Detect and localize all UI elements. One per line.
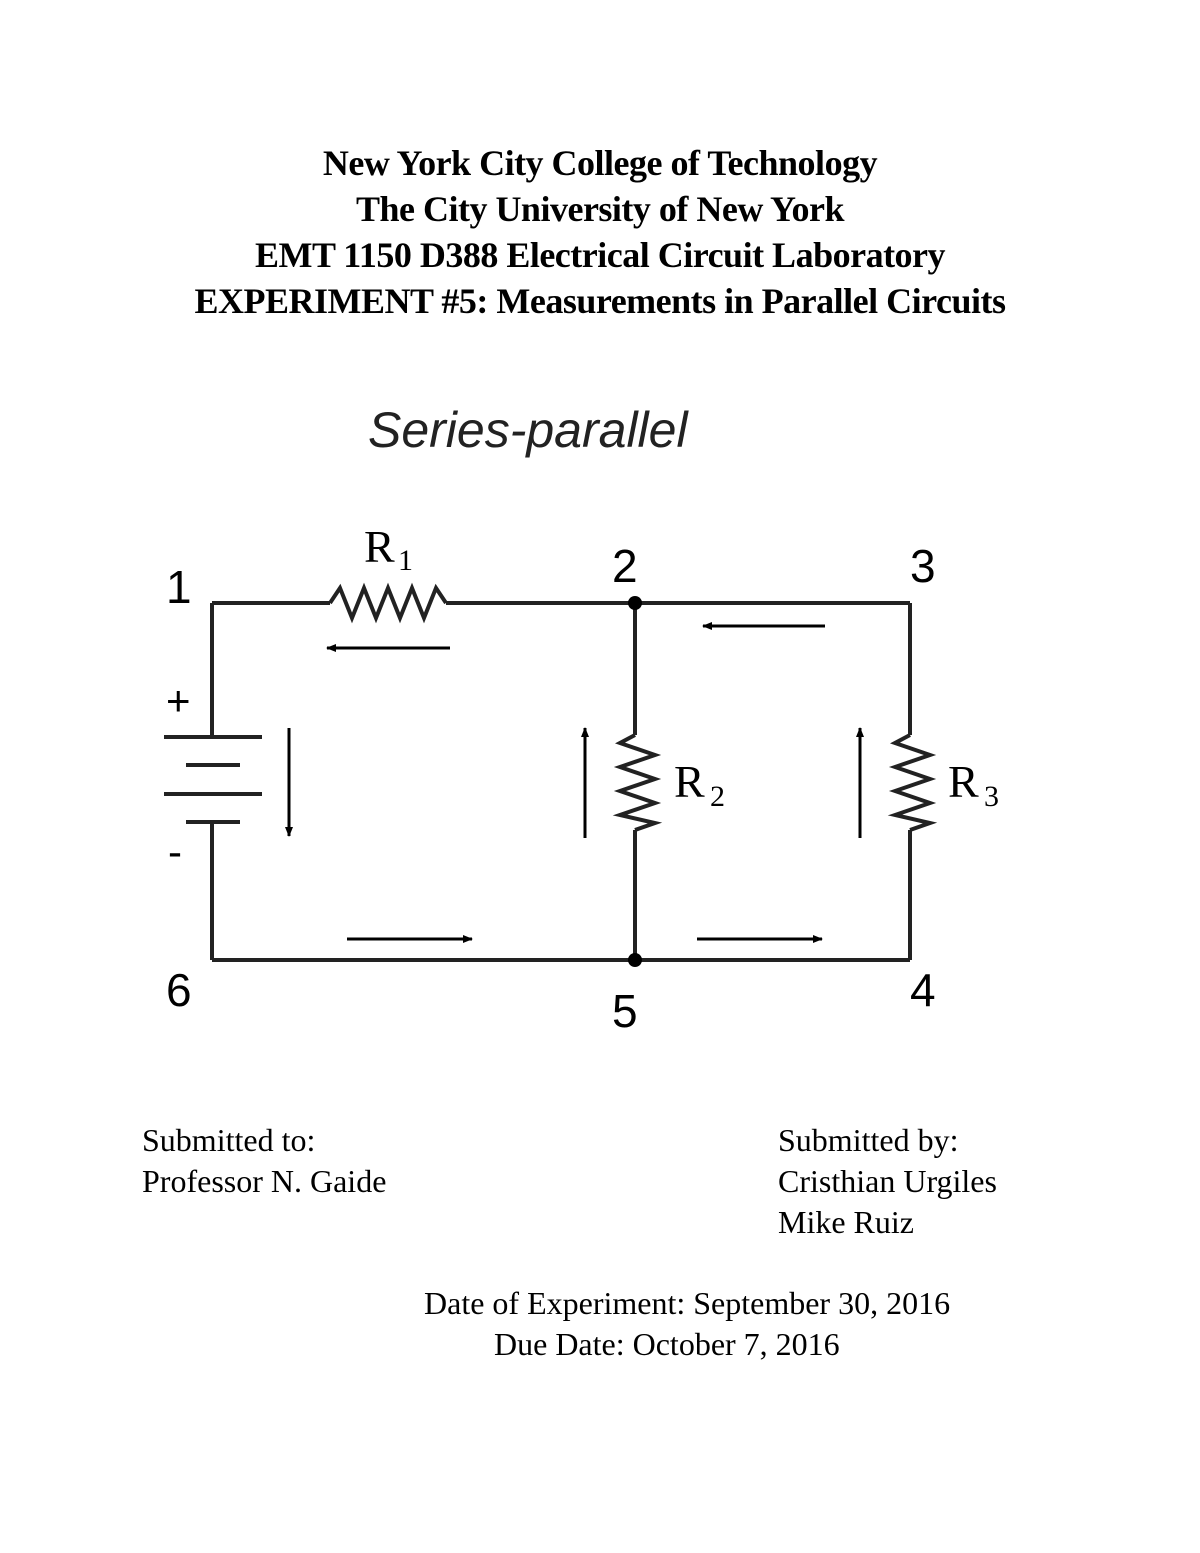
resistor-r3-subscript: 3 — [984, 780, 999, 813]
student-name: Cristhian Urgiles — [778, 1163, 997, 1199]
professor-name: Professor N. Gaide — [142, 1163, 387, 1199]
current-arrows — [289, 626, 860, 939]
resistor-r3-label: R — [948, 756, 979, 807]
battery-minus-sign: - — [168, 828, 182, 875]
junction-node-5 — [628, 953, 642, 967]
node-label-2: 2 — [612, 540, 638, 592]
student-name: Mike Ruiz — [778, 1204, 914, 1240]
experiment-title: EXPERIMENT #5: Measurements in Parallel Circuits — [194, 281, 1006, 321]
submitted-to-label: Submitted to: — [142, 1122, 316, 1158]
submitted-by-block — [778, 1120, 997, 1243]
resistor-r3-symbol — [895, 735, 930, 830]
resistor-r2-symbol — [620, 735, 655, 830]
university-name: The City University of New York — [355, 189, 845, 229]
battery-symbol — [164, 737, 262, 822]
node-label-4: 4 — [910, 964, 936, 1016]
node-label-3: 3 — [910, 540, 936, 592]
resistor-r1-subscript: 1 — [398, 544, 413, 577]
node-label-6: 6 — [166, 964, 192, 1016]
resistor-r2-label: R — [674, 756, 705, 807]
circuit-wires — [212, 603, 910, 960]
experiment-date: Date of Experiment: September 30, 2016 — [424, 1285, 951, 1321]
node-label-1: 1 — [166, 561, 192, 613]
college-name: New York City College of Technology — [322, 143, 878, 183]
submitted-by-label: Submitted by: — [778, 1122, 959, 1158]
resistor-r1-label: R — [364, 521, 395, 572]
due-date: Due Date: October 7, 2016 — [494, 1326, 840, 1362]
resistor-r1-symbol — [330, 588, 446, 618]
diagram-title: Series-parallel — [368, 402, 688, 458]
junction-node-2 — [628, 596, 642, 610]
battery-plus-sign: + — [166, 677, 191, 724]
course-title: EMT 1150 D388 Electrical Circuit Laboratory — [254, 235, 946, 275]
resistor-r2-subscript: 2 — [710, 780, 725, 813]
submitted-to-block — [142, 1120, 386, 1202]
node-label-5: 5 — [612, 985, 638, 1037]
